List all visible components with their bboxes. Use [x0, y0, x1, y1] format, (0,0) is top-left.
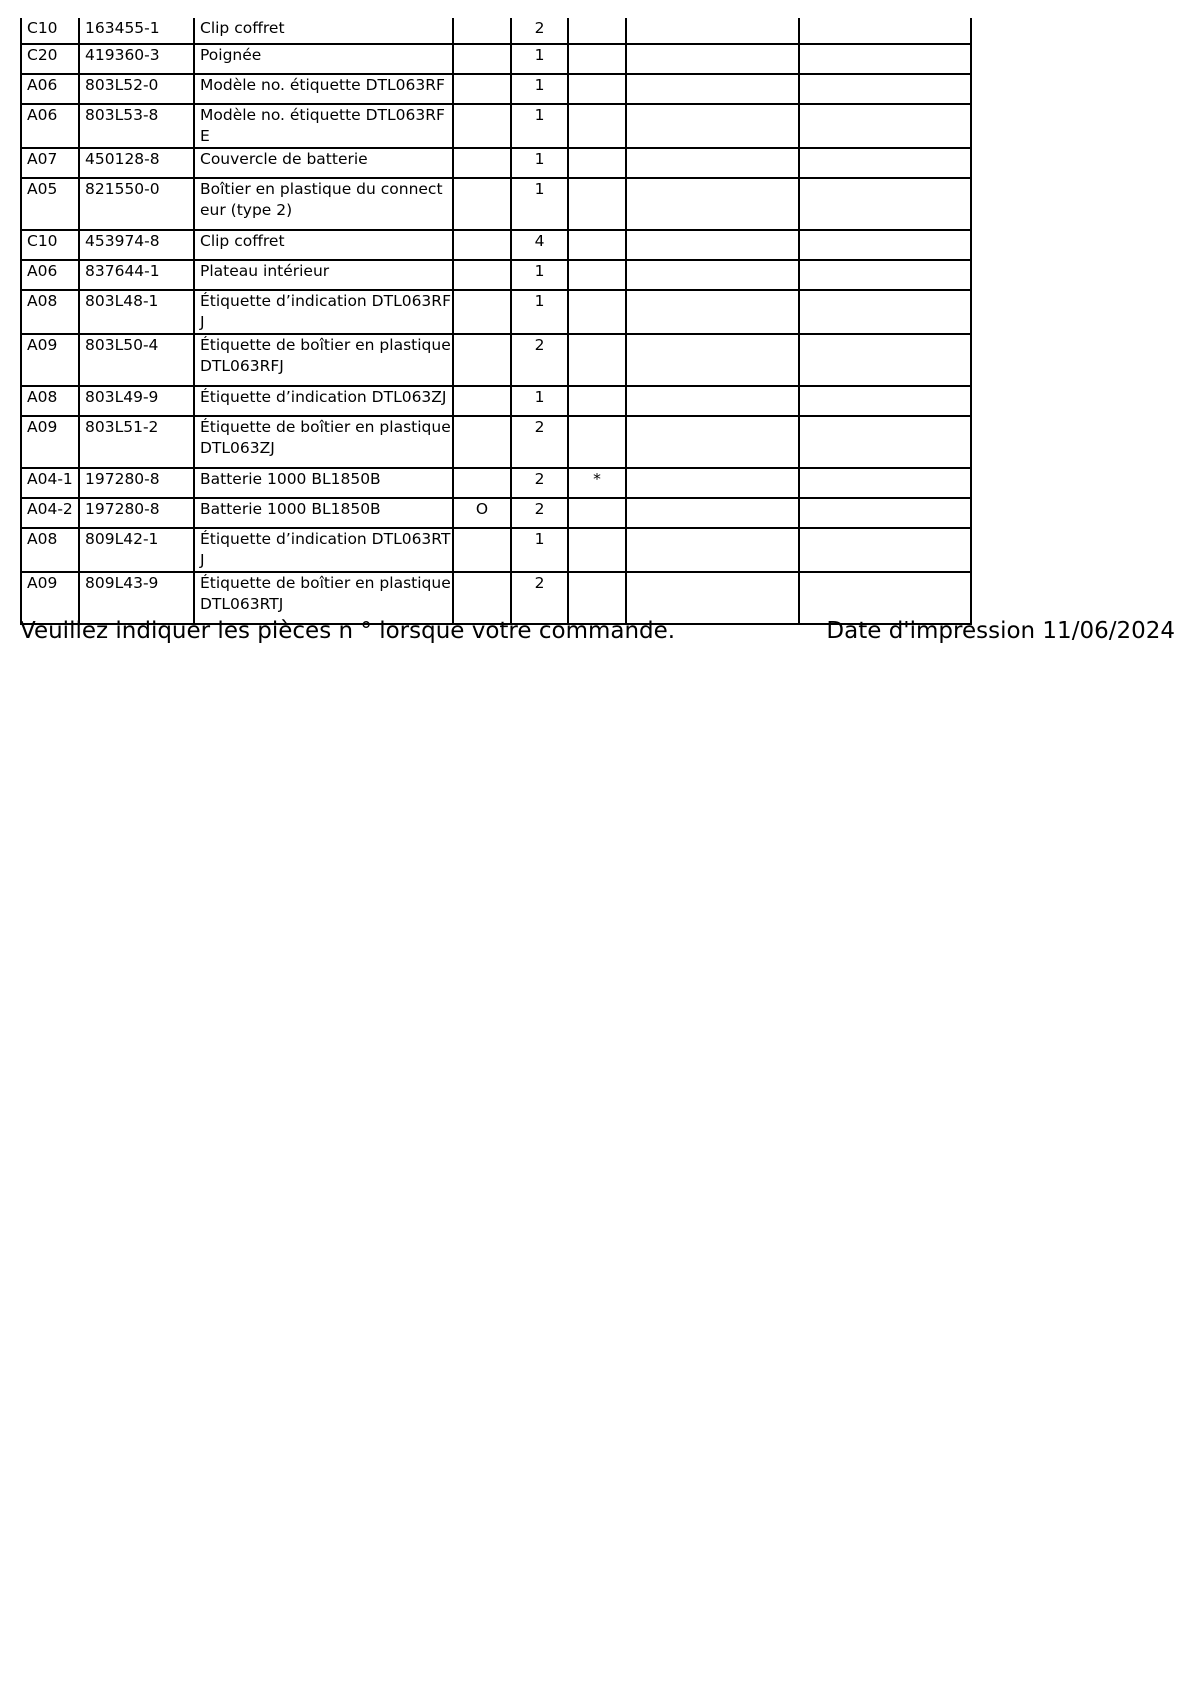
cell-extra1 — [626, 386, 799, 416]
table-row — [21, 230, 971, 260]
cell-qty: 1 — [511, 290, 568, 334]
cell-part-no: 197280-8 — [79, 498, 194, 528]
cell-qty: 1 — [511, 104, 568, 148]
cell-description: Clip coffret — [194, 230, 453, 260]
cell-description: Couvercle de batterie — [194, 148, 453, 178]
cell-opt — [453, 416, 511, 468]
cell-qty: 1 — [511, 178, 568, 230]
cell-note — [568, 104, 626, 148]
cell-part-no: 803L49-9 — [79, 386, 194, 416]
cell-item: A06 — [21, 104, 79, 148]
cell-part-no: 450128-8 — [79, 148, 194, 178]
cell-description: Modèle no. étiquette DTL063RF — [194, 74, 453, 104]
cell-item: A06 — [21, 74, 79, 104]
cell-note — [568, 386, 626, 416]
cell-qty: 2 — [511, 498, 568, 528]
cell-note — [568, 74, 626, 104]
cell-part-no: 419360-3 — [79, 44, 194, 74]
cell-note — [568, 416, 626, 468]
cell-qty: 1 — [511, 74, 568, 104]
cell-part-no: 197280-8 — [79, 468, 194, 498]
cell-part-no: 803L53-8 — [79, 104, 194, 148]
cell-extra2 — [799, 386, 971, 416]
cell-extra1 — [626, 260, 799, 290]
cell-opt — [453, 178, 511, 230]
table-row — [21, 334, 971, 386]
cell-note — [568, 498, 626, 528]
cell-opt — [453, 334, 511, 386]
cell-opt — [453, 18, 511, 44]
cell-part-no: 803L50-4 — [79, 334, 194, 386]
cell-qty: 1 — [511, 528, 568, 572]
cell-qty: 2 — [511, 572, 568, 624]
cell-extra1 — [626, 104, 799, 148]
cell-qty: 2 — [511, 18, 568, 44]
cell-part-no: 837644-1 — [79, 260, 194, 290]
order-instruction-note: Veuillez indiquer les pièces n ° lorsque votre commande. — [20, 618, 676, 644]
cell-note: * — [568, 468, 626, 498]
cell-part-no: 809L43-9 — [79, 572, 194, 624]
cell-opt — [453, 44, 511, 74]
cell-extra1 — [626, 290, 799, 334]
cell-opt — [453, 230, 511, 260]
cell-extra2 — [799, 148, 971, 178]
cell-description: Étiquette d’indication DTL063RFJ — [194, 290, 453, 334]
cell-item: A09 — [21, 416, 79, 468]
cell-extra2 — [799, 74, 971, 104]
cell-note — [568, 148, 626, 178]
cell-extra2 — [799, 334, 971, 386]
cell-qty: 1 — [511, 148, 568, 178]
cell-description: Boîtier en plastique du connecteur (type 2) — [194, 178, 453, 230]
cell-description: Clip coffret — [194, 18, 453, 44]
cell-opt — [453, 104, 511, 148]
cell-opt — [453, 468, 511, 498]
cell-extra1 — [626, 230, 799, 260]
table-row — [21, 18, 971, 44]
cell-extra2 — [799, 528, 971, 572]
cell-item: A09 — [21, 334, 79, 386]
cell-description: Étiquette d’indication DTL063RTJ — [194, 528, 453, 572]
cell-opt — [453, 148, 511, 178]
table-row — [21, 178, 971, 230]
cell-qty: 1 — [511, 386, 568, 416]
cell-opt: O — [453, 498, 511, 528]
cell-item: A08 — [21, 290, 79, 334]
cell-extra1 — [626, 468, 799, 498]
cell-description: Étiquette de boîtier en plastique DTL063RTJ — [194, 572, 453, 624]
cell-extra1 — [626, 44, 799, 74]
cell-description: Étiquette d’indication DTL063ZJ — [194, 386, 453, 416]
cell-extra2 — [799, 104, 971, 148]
cell-opt — [453, 528, 511, 572]
cell-extra2 — [799, 468, 971, 498]
cell-note — [568, 44, 626, 74]
table-row — [21, 148, 971, 178]
cell-extra2 — [799, 18, 971, 44]
cell-note — [568, 528, 626, 572]
cell-extra2 — [799, 178, 971, 230]
cell-note — [568, 334, 626, 386]
cell-item: C10 — [21, 230, 79, 260]
cell-item: A08 — [21, 386, 79, 416]
parts-table — [20, 18, 972, 625]
cell-qty: 2 — [511, 334, 568, 386]
cell-opt — [453, 290, 511, 334]
cell-extra2 — [799, 44, 971, 74]
cell-opt — [453, 386, 511, 416]
cell-extra1 — [626, 528, 799, 572]
cell-note — [568, 290, 626, 334]
cell-part-no: 803L48-1 — [79, 290, 194, 334]
cell-extra2 — [799, 230, 971, 260]
table-row — [21, 74, 971, 104]
cell-extra1 — [626, 148, 799, 178]
cell-opt — [453, 260, 511, 290]
cell-item: C10 — [21, 18, 79, 44]
cell-note — [568, 230, 626, 260]
cell-description: Batterie 1000 BL1850B — [194, 468, 453, 498]
cell-extra1 — [626, 18, 799, 44]
cell-item: A04-2 — [21, 498, 79, 528]
cell-description: Batterie 1000 BL1850B — [194, 498, 453, 528]
cell-extra1 — [626, 498, 799, 528]
cell-extra1 — [626, 74, 799, 104]
table-row — [21, 528, 971, 572]
table-row — [21, 104, 971, 148]
print-date: Date d'impression 11/06/2024 — [826, 618, 1175, 644]
cell-part-no: 803L52-0 — [79, 74, 194, 104]
cell-part-no: 803L51-2 — [79, 416, 194, 468]
cell-note — [568, 178, 626, 230]
cell-qty: 1 — [511, 260, 568, 290]
cell-item: A06 — [21, 260, 79, 290]
table-row — [21, 44, 971, 74]
cell-item: A07 — [21, 148, 79, 178]
table-row — [21, 290, 971, 334]
cell-note — [568, 260, 626, 290]
cell-part-no: 453974-8 — [79, 230, 194, 260]
cell-part-no: 821550-0 — [79, 178, 194, 230]
table-row — [21, 260, 971, 290]
cell-part-no: 809L42-1 — [79, 528, 194, 572]
cell-extra1 — [626, 334, 799, 386]
cell-description: Étiquette de boîtier en plastique DTL063ZJ — [194, 416, 453, 468]
table-row — [21, 468, 971, 498]
cell-qty: 2 — [511, 468, 568, 498]
cell-qty: 4 — [511, 230, 568, 260]
cell-qty: 2 — [511, 416, 568, 468]
cell-item: A08 — [21, 528, 79, 572]
cell-item: A05 — [21, 178, 79, 230]
parts-table-body — [21, 18, 971, 624]
cell-description: Plateau intérieur — [194, 260, 453, 290]
cell-description: Modèle no. étiquette DTL063RFE — [194, 104, 453, 148]
cell-qty: 1 — [511, 44, 568, 74]
table-row — [21, 416, 971, 468]
cell-extra2 — [799, 498, 971, 528]
cell-extra1 — [626, 416, 799, 468]
cell-item: C20 — [21, 44, 79, 74]
cell-extra1 — [626, 178, 799, 230]
cell-extra2 — [799, 290, 971, 334]
cell-item: A09 — [21, 572, 79, 624]
cell-description: Étiquette de boîtier en plastique DTL063RFJ — [194, 334, 453, 386]
table-row — [21, 498, 971, 528]
cell-extra2 — [799, 416, 971, 468]
cell-item: A04-1 — [21, 468, 79, 498]
cell-description: Poignée — [194, 44, 453, 74]
cell-note — [568, 18, 626, 44]
cell-opt — [453, 74, 511, 104]
table-row — [21, 386, 971, 416]
cell-part-no: 163455-1 — [79, 18, 194, 44]
cell-extra2 — [799, 260, 971, 290]
